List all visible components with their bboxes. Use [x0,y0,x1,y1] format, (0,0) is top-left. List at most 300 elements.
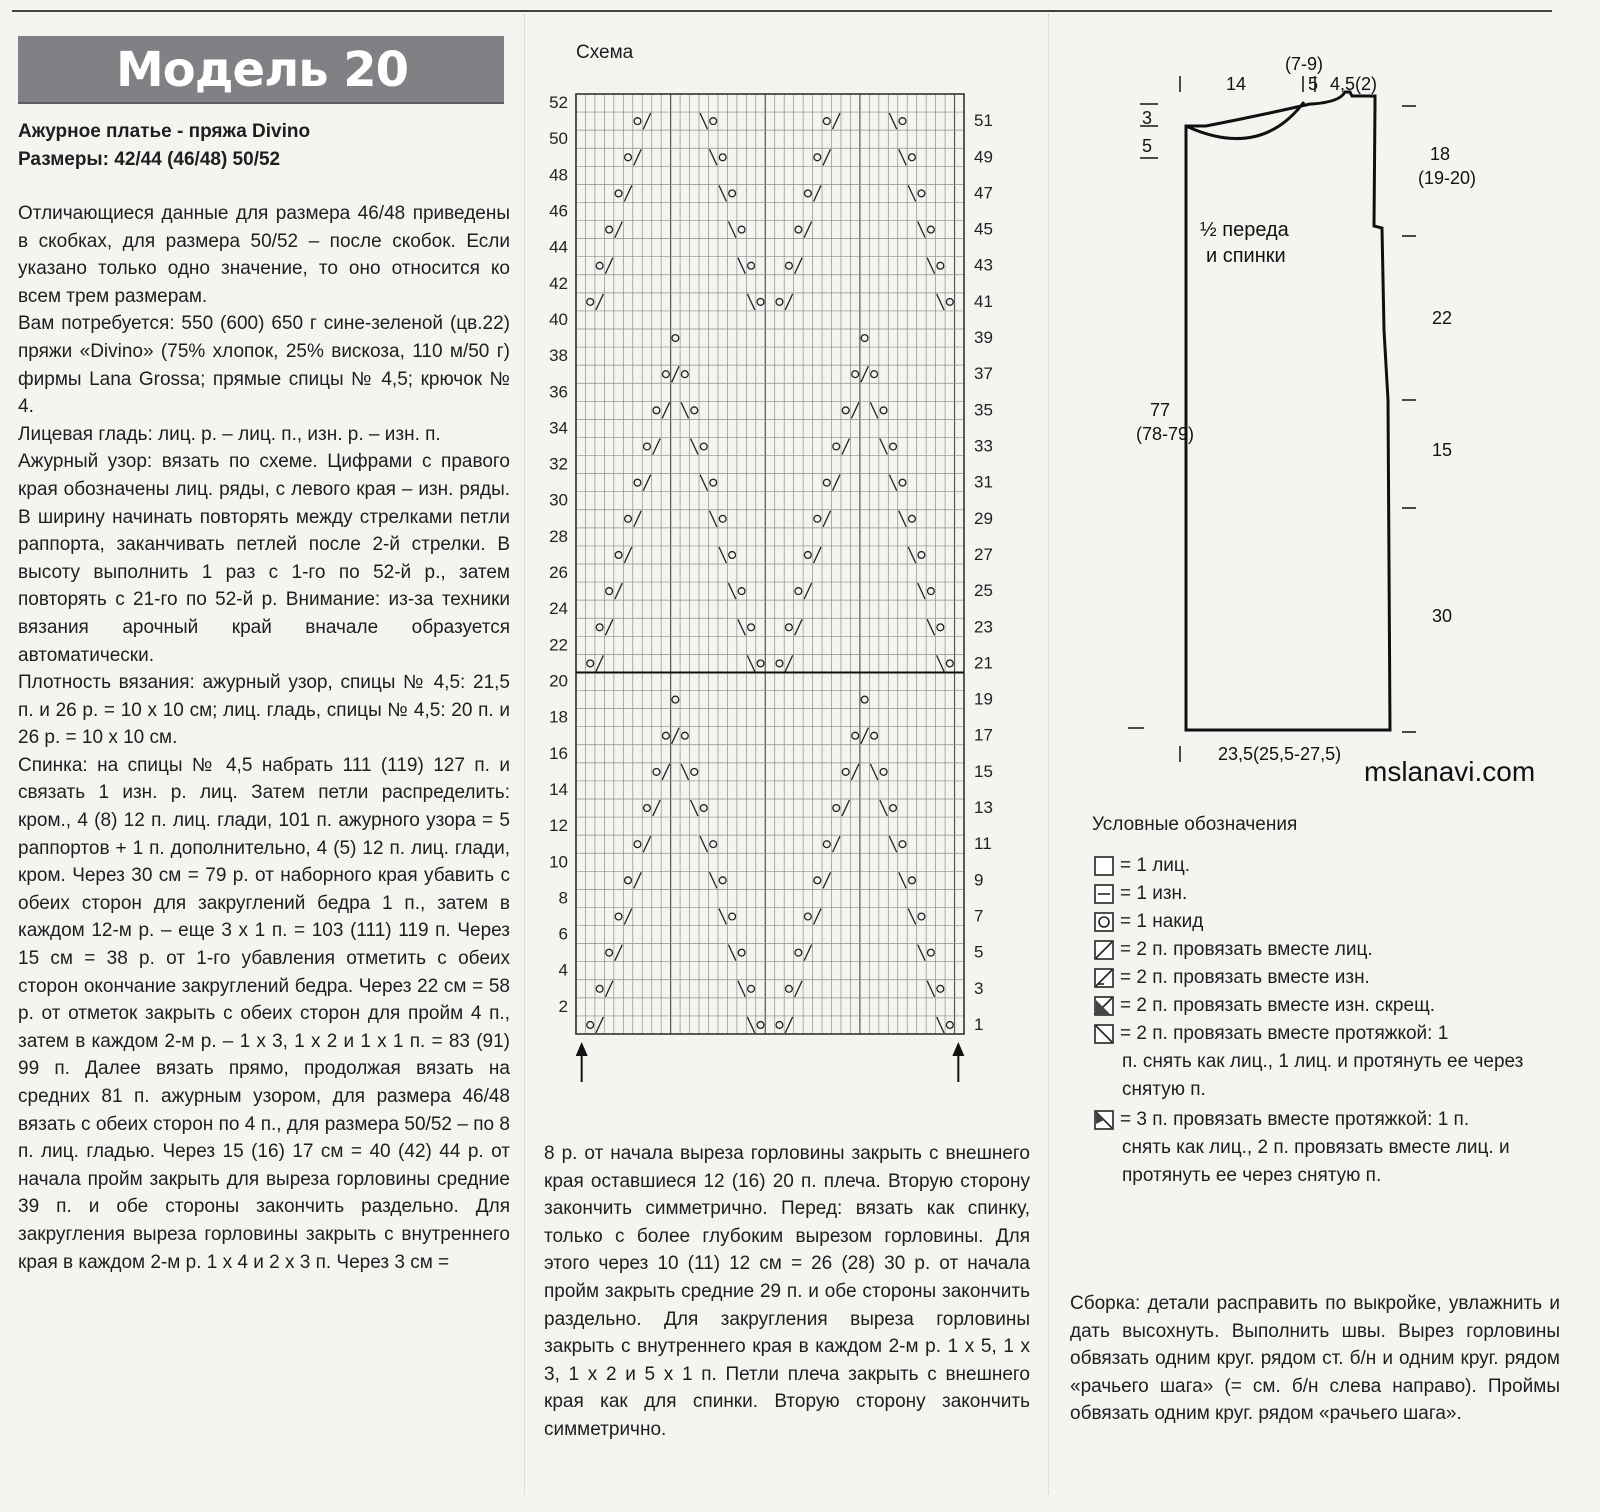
yarn-over-mark [804,552,811,559]
legend-item [1094,1106,1564,1190]
row-label: 34 [549,418,568,438]
paragraph: Отличающиеся данные для размера 46/48 приведены в скобках, для размера 50/52 – после скобок. Если указано только одно значение, то оно относится ко всем трем размерам. [18,203,510,307]
decrease-mark [918,945,925,961]
legend-text: = 1 лиц. [1120,855,1191,876]
yarn-over-mark [615,913,622,920]
row-label: 8 [558,888,568,908]
row-label: 23 [974,617,993,637]
decrease-mark [889,475,896,491]
decrease-mark [899,511,906,527]
decrease-mark [624,185,631,201]
decrease-mark [804,945,811,961]
row-label: 9 [974,870,984,890]
row-label: 47 [974,183,993,203]
decrease-mark [823,511,830,527]
assembly-instructions [1070,1290,1560,1428]
yarn-over-mark [587,298,594,305]
instructions-column [18,200,510,1276]
scheme-title: Схема [576,42,634,63]
yarn-over-mark [852,371,859,378]
yarn-over-mark [918,552,925,559]
yarn-over-mark [757,660,764,667]
row-label: 36 [549,382,568,402]
yarn-over-mark [946,298,953,305]
knitting-chart [540,70,1010,1110]
row-label: 10 [549,852,568,872]
yarn-over-mark [795,226,802,233]
paragraph: Ажурный узор: вязать по схеме. Цифрами с правого края обозначены лиц. ряды, с левого края – изн. ряды. В ширину начинать повторять между стрелками петли раппорта, заканчивать петлей после 2-й стрелки. В высоту выполнить 1 раз с 1-го по 52-й р., затем повторять с 21-го по 52-й р. Внимание: из-за техники вязания арочный край вначале образуется автоматически. [18,451,510,666]
row-label: 32 [549,454,568,474]
row-label: 52 [549,93,568,113]
dimension-label: 22 [1432,308,1453,328]
decrease-mark [785,655,792,671]
yarn-over-mark [748,624,755,631]
piece-label: и спинки [1206,245,1286,267]
yarn-over-mark [748,985,755,992]
dimension-label: (19-20) [1418,168,1477,188]
row-label: 40 [549,309,568,329]
decrease-mark [738,619,745,635]
legend-text: = 2 п. провязать вместе протяжкой: 1 [1120,1023,1449,1044]
subtitle [18,118,508,174]
yarn-over-mark [691,768,698,775]
decrease-mark [709,149,716,165]
watermark: mslanavi.com [1360,756,1539,788]
yarn-over-mark [880,407,887,414]
dimension-label: 23,5(25,5-27,5) [1218,744,1342,764]
yarn-over-mark [909,154,916,161]
column-divider [1048,14,1049,1494]
decrease-mark [662,764,669,780]
row-label: 20 [549,671,568,691]
column-divider [524,14,525,1494]
yarn-over-mark [786,624,793,631]
row-label: 24 [549,599,568,619]
yarn-over-mark [710,841,717,848]
dimension-label: 4,5(2) [1330,74,1378,94]
yarn-over-mark [672,696,679,703]
filled-slash-square-icon [1094,996,1114,1016]
paragraph: Вам потребуется: 550 (600) 650 г сине-зеленой (цв.22) пряжи «Divino» (75% хлопок, 25% вискоза, 110 м/50 г) фирмы Lana Grossa; прямые спицы № 4,5; крючок № 4. [18,313,510,418]
yarn-over-mark [634,841,641,848]
decrease-mark [908,547,915,563]
yarn-over-mark [644,443,651,450]
yarn-over-mark [776,1022,783,1029]
yarn-over-mark [937,624,944,631]
yarn-over-mark [729,913,736,920]
decrease-mark [814,547,821,563]
yarn-over-mark [681,732,688,739]
yarn-over-mark [757,298,764,305]
yarn-over-mark [909,515,916,522]
decrease-mark [795,258,802,274]
yarn-over-mark [719,515,726,522]
paragraph: Сборка: детали расправить по выкройке, увлажнить и дать высохнуть. Выполнить швы. Вырез горловины обвязать одним круг. рядом ст. б/н и одним круг. рядом «рачьего шага» (= см. б/н слева направо). Проймы обвязать одним круг. рядом «рачьего шага». [1070,1293,1560,1425]
row-label: 4 [558,960,568,980]
yarn-over-mark [861,335,868,342]
yarn-over-mark [918,913,925,920]
yarn-over-mark [615,190,622,197]
yarn-over-mark [644,805,651,812]
decrease-mark [795,619,802,635]
dimension-label: 5 [1142,136,1153,156]
decrease-mark [691,800,698,816]
decrease-mark [605,981,612,997]
pattern-outline [1186,92,1390,730]
row-label: 15 [974,761,993,781]
yarn-over-mark [662,371,669,378]
yarn-over-mark [946,1022,953,1029]
yarn-over-mark [786,985,793,992]
yarn-over-mark [625,154,632,161]
yarn-over-mark [615,552,622,559]
decrease-mark [937,294,944,310]
dimension-label: 77 [1150,400,1171,420]
dimension-label: 14 [1226,74,1247,94]
decrease-mark [605,619,612,635]
row-label: 21 [974,653,993,673]
yarn-over-mark [852,732,859,739]
dimension-label: 18 [1430,144,1451,164]
blank-square-icon [1094,856,1114,876]
decrease-mark [804,583,811,599]
row-label: 39 [974,328,993,348]
row-label: 29 [974,508,993,528]
row-label: 50 [549,129,568,149]
row-label: 17 [974,725,993,745]
yarn-over-mark [606,226,613,233]
sizes-subtitle: Размеры: 42/44 (46/48) 50/52 [18,149,281,170]
decrease-mark [937,1017,944,1033]
slash-dash-square-icon [1094,968,1114,988]
row-label: 49 [974,147,993,167]
decrease-mark [634,872,641,888]
dimension-label: 30 [1432,606,1453,626]
decrease-mark [596,655,603,671]
yarn-over-mark [786,262,793,269]
row-label: 11 [974,834,992,854]
legend-item [1094,908,1564,936]
row-label: 14 [549,779,568,799]
yarn-over-mark [700,805,707,812]
yarn-over-mark [927,949,934,956]
decrease-mark [823,872,830,888]
yarn-over-mark [890,443,897,450]
decrease-mark [747,294,754,310]
yarn-over-mark [757,1022,764,1029]
top-rule [12,10,1552,12]
yarn-over-mark [871,732,878,739]
yarn-over-mark [804,913,811,920]
yarn-over-mark [937,262,944,269]
paragraph: Спинка: на спицы № 4,5 набрать 111 (119) 127 п. и связать 1 изн. р. лиц. Затем петли распределить: кром., 4 (8) 12 п. лиц. глади, 101 п. ажурного узора = 5 раппортов + 1 п. дополнительно, 4 (5) 12 п. лиц. глади, кром. Через 30 см = 79 р. от наборного края убавить с обеих сторон для закруглений бедра 1 п., затем в каждом 12-м р. – еще 3 х 1 п. = 103 (111) 119 п. Через 15 см = 38 р. от 1-го убавления отметить с обеих сторон окончание закруглений бедра. Через 22 см = 58 р. от отметок закрыть с обеих сторон для пройм 4 п., затем в каждом 2-м р. – 1 х 3, 1 х 2 и 1 х 1 п. = 83 (91) 99 п. Далее вязать прямо, продолжая вязать на средних 81 п. ажурным узором, для размера 46/48 вязать с обеих сторон по 4 п., для размера 50/52 – по 8 п. лиц. гладью. Через 15 (16) 17 см = 40 (42) 44 р. от начала пройм закрыть для выреза горловины средние 39 п. и обе стороны закончить раздельно. Для закругления выреза горловины закрыть с внутреннего края в каждом 2-м р. 1 х 4 и 2 х 3 п. Через 3 см = [18,754,510,1273]
decrease-mark [880,438,887,454]
row-label: 38 [549,346,568,366]
yarn-over-mark [710,479,717,486]
backslash-square-icon [1094,1024,1114,1044]
decrease-mark [681,764,688,780]
decrease-mark [672,366,679,382]
decrease-mark [851,402,858,418]
decrease-mark [728,583,735,599]
yarn-over-mark [918,190,925,197]
yarn-over-mark [795,588,802,595]
yarn-over-mark [587,660,594,667]
row-label: 48 [549,165,568,185]
row-label: 28 [549,526,568,546]
yarn-over-mark [738,588,745,595]
row-label: 1 [974,1014,984,1034]
decrease-mark [728,222,735,238]
yarn-over-mark [653,768,660,775]
yarn-over-mark [738,226,745,233]
row-label: 18 [549,707,568,727]
yarn-over-mark [814,154,821,161]
legend-text: = 2 п. провязать вместе изн. [1120,967,1370,988]
decrease-mark [937,655,944,671]
decrease-mark [823,149,830,165]
decrease-mark [615,222,622,238]
row-label: 51 [974,111,993,131]
piece-label: ½ переда [1200,219,1289,241]
row-label: 22 [549,635,568,655]
decrease-mark [814,185,821,201]
yarn-over-mark [927,588,934,595]
dimension-label: (7-9) [1285,54,1324,74]
decrease-mark [643,113,650,129]
yarn-over-mark [606,588,613,595]
row-label: 27 [974,544,993,564]
decrease-mark [719,185,726,201]
yarn-over-mark [738,949,745,956]
circle-square-icon [1094,912,1114,932]
row-label: 26 [549,563,568,583]
decrease-mark [833,113,840,129]
row-label: 41 [974,291,993,311]
row-label: 2 [558,996,568,1016]
decrease-mark [927,258,934,274]
yarn-over-mark [776,298,783,305]
decrease-mark [709,872,716,888]
decrease-mark [709,511,716,527]
row-label: 44 [549,237,568,257]
decrease-mark [870,402,877,418]
model-subtitle: Ажурное платье - пряжа Divino [18,121,311,142]
yarn-over-mark [587,1022,594,1029]
yarn-over-mark [634,479,641,486]
decrease-mark [624,908,631,924]
yarn-over-mark [729,552,736,559]
yarn-over-mark [729,190,736,197]
yarn-over-mark [653,407,660,414]
yarn-over-mark [833,443,840,450]
row-label: 43 [974,255,993,275]
decrease-mark [643,475,650,491]
yarn-over-mark [719,154,726,161]
yarn-over-mark [596,262,603,269]
yarn-over-mark [776,660,783,667]
decrease-mark [691,438,698,454]
yarn-over-mark [823,479,830,486]
legend-item [1094,852,1564,880]
row-label: 25 [974,581,993,601]
dimension-label: 5 [1308,74,1319,94]
paragraph: Плотность вязания: ажурный узор, спицы № 4,5: 21,5 п. и 26 р. = 10 х 10 см; лиц. гладь, спицы № 4,5: 20 п. и 26 р. = 10 х 10 см. [18,672,510,749]
yarn-over-mark [814,515,821,522]
yarn-over-mark [681,371,688,378]
yarn-over-mark [833,805,840,812]
dimension-label: 15 [1432,440,1453,460]
decrease-mark [605,258,612,274]
legend-text-continued: п. снять как лиц., 1 лиц. и протянуть ее через снятую п. [1122,1051,1524,1100]
decrease-mark [728,945,735,961]
yarn-over-mark [871,371,878,378]
legend-text: = 2 п. провязать вместе изн. скрещ. [1120,995,1435,1016]
row-label: 30 [549,490,568,510]
yarn-over-mark [625,877,632,884]
decrease-mark [908,908,915,924]
decrease-mark [889,836,896,852]
legend-item [1094,880,1564,908]
decrease-mark [861,366,868,382]
decrease-mark [738,258,745,274]
row-label: 6 [558,924,568,944]
decrease-mark [842,438,849,454]
repeat-arrow-head [952,1042,964,1056]
row-label: 37 [974,364,993,384]
row-label: 35 [974,400,993,420]
yarn-over-mark [823,841,830,848]
continued-instructions [544,1140,1030,1444]
yarn-over-mark [606,949,613,956]
yarn-over-mark [748,262,755,269]
legend-text-continued: снять как лиц., 2 п. провязать вместе лиц. и протянуть ее через снятую п. [1122,1137,1510,1186]
decrease-mark [700,475,707,491]
yarn-over-mark [795,949,802,956]
decrease-mark [634,149,641,165]
decrease-mark [880,800,887,816]
legend-item [1094,1020,1564,1104]
decrease-mark [804,222,811,238]
yarn-over-mark [710,118,717,125]
yarn-over-mark [634,118,641,125]
row-label: 12 [549,816,568,836]
dimension-label: (78-79) [1136,424,1195,444]
row-label: 5 [974,942,984,962]
yarn-over-mark [691,407,698,414]
decrease-mark [700,836,707,852]
decrease-mark [672,728,679,744]
row-label: 16 [549,743,568,763]
title-bar [18,36,504,104]
page-title: Модель 20 [116,42,409,98]
legend-item [1094,936,1564,964]
yarn-over-mark [672,335,679,342]
decrease-mark [785,294,792,310]
decrease-mark [918,222,925,238]
row-label: 42 [549,273,568,293]
decrease-mark [615,583,622,599]
decrease-mark [719,908,726,924]
decrease-mark [908,185,915,201]
decrease-mark [615,945,622,961]
decrease-mark [596,294,603,310]
yarn-over-mark [861,696,868,703]
legend-item [1094,964,1564,992]
double-backslash-square-icon [1094,1110,1114,1130]
yarn-over-mark [946,660,953,667]
legend-text: = 2 п. провязать вместе лиц. [1120,939,1373,960]
decrease-mark [927,619,934,635]
decrease-mark [653,800,660,816]
slash-square-icon [1094,940,1114,960]
decrease-mark [899,872,906,888]
row-label: 13 [974,798,993,818]
yarn-over-mark [927,226,934,233]
yarn-over-mark [662,732,669,739]
decrease-mark [681,402,688,418]
decrease-mark [851,764,858,780]
decrease-mark [634,511,641,527]
decrease-mark [643,836,650,852]
decrease-mark [918,583,925,599]
pattern-diagram [1136,40,1580,780]
legend-text: = 1 накид [1120,911,1204,932]
row-label: 33 [974,436,993,456]
yarn-over-mark [804,190,811,197]
decrease-mark [814,908,821,924]
row-label: 31 [974,472,993,492]
yarn-over-mark [899,118,906,125]
repeat-arrow-head [576,1042,588,1056]
decrease-mark [899,149,906,165]
legend-item [1094,992,1564,1020]
dimension-label: 3 [1142,108,1153,128]
decrease-mark [624,547,631,563]
yarn-over-mark [890,805,897,812]
row-label: 19 [974,689,993,709]
yarn-over-mark [596,624,603,631]
yarn-over-mark [625,515,632,522]
decrease-mark [747,655,754,671]
decrease-mark [795,981,802,997]
decrease-mark [785,1017,792,1033]
yarn-over-mark [899,479,906,486]
decrease-mark [653,438,660,454]
dash-square-icon [1094,884,1114,904]
legend-text: = 1 изн. [1120,883,1188,904]
legend-title: Условные обозначения [1092,814,1298,835]
decrease-mark [833,836,840,852]
yarn-over-mark [823,118,830,125]
legend-text: = 3 п. провязать вместе протяжкой: 1 п. [1120,1109,1470,1130]
neckline-curve [1186,102,1304,139]
paragraph: 8 р. от начала выреза горловины закрыть с внешнего края оставшиеся 12 (16) 20 п. плеча. Вторую сторону закончить симметрично. Перед: вязать как спинку, только с более глубоким вырезом горловины. Для этого через 10 (11) 12 см = 26 (28) 30 р. от начала пройм закрыть средние 29 п. и обе стороны закончить раздельно. Для закругления выреза горловины закрыть с внутреннего края в каждом 2-м р. 1 х 5, 1 х 3, 1 х 2 и 5 х 1 п. Петли плеча закрыть с внешнего края как для спинки. Вторую сторону закончить симметрично. [544,1143,1030,1440]
decrease-mark [596,1017,603,1033]
decrease-mark [833,475,840,491]
yarn-over-mark [842,768,849,775]
row-label: 7 [974,906,984,926]
decrease-mark [889,113,896,129]
yarn-over-mark [899,841,906,848]
decrease-mark [927,981,934,997]
decrease-mark [870,764,877,780]
yarn-over-mark [814,877,821,884]
decrease-mark [700,113,707,129]
yarn-over-mark [700,443,707,450]
yarn-over-mark [909,877,916,884]
yarn-over-mark [937,985,944,992]
